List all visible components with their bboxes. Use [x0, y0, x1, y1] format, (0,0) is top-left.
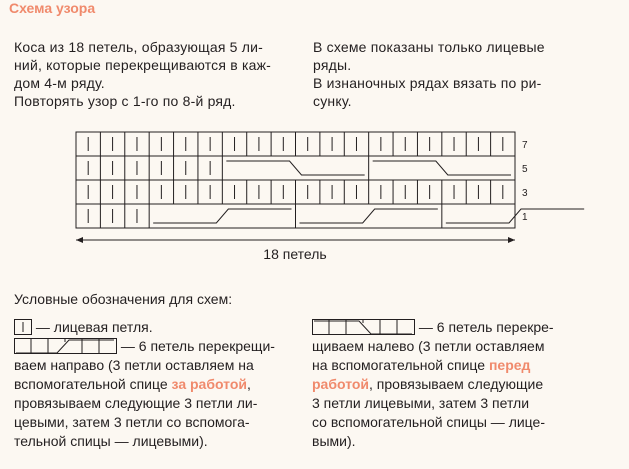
right-cross-desc: тельной спицы — лицевыми). [14, 433, 208, 449]
legend-title: Условные обозначения для схем: [14, 291, 233, 307]
row-label: 1 [522, 212, 528, 223]
right-cross-highlight: за работой [171, 376, 248, 392]
left-cross-desc-red-line2 [312, 375, 602, 394]
legend-left [14, 318, 299, 451]
arrow-right-head [508, 237, 515, 243]
intro-right-line: В изнаночных рядах вязать по ри- [313, 75, 542, 91]
legend-right-cross-row [14, 337, 299, 356]
right-cross-post: , [247, 376, 251, 392]
cable-cross-right [300, 209, 438, 223]
left-cross-post: , провязываем следующие [369, 376, 544, 392]
right-cross-desc: цевыми, затем 3 петли со вспомога- [14, 414, 250, 430]
right-cross-icon [14, 338, 117, 354]
row-label: 7 [522, 140, 528, 151]
intro-right-line: В схеме показаны только лицевые [313, 39, 545, 55]
right-cross-desc: провязываем следующие 3 петли ли- [14, 395, 258, 411]
left-cross-desc: со вспомогательной спицы — лице- [312, 414, 545, 430]
arrow-left-head [76, 237, 83, 243]
left-cross-desc: щиваем налево (3 петли оставляем [312, 338, 545, 354]
intro-left-line: Коса из 18 петель, образующая 5 ли- [14, 39, 264, 55]
chart-grid [76, 132, 584, 228]
cable-cross-right [153, 209, 291, 223]
section-title: Схема узора [9, 0, 96, 16]
knit-stitch-text: — лицевая петля. [35, 319, 153, 335]
left-cross-highlight: перед [488, 357, 531, 373]
left-cross-desc: выми). [312, 433, 356, 449]
left-cross-desc: 3 петли лицевыми, затем 3 петли [312, 395, 530, 411]
cable-cross-left [226, 161, 364, 175]
intro-left-line: Повторять узор с 1-го по 8-й ряд. [14, 93, 236, 109]
legend-knit-row [14, 318, 299, 337]
intro-right-line: сунку. [313, 93, 352, 109]
legend-left-cross-row [312, 318, 602, 337]
legend-right [312, 318, 602, 451]
left-cross-highlight-2: работой [312, 376, 370, 392]
left-cross-text: — 6 петель перекре- [418, 319, 554, 335]
intro-left-line: ний, которые перекрещиваются в каж- [14, 57, 272, 73]
intro-left-line: дом 4-м ряду. [14, 75, 105, 91]
width-label: 18 петель [263, 246, 327, 262]
row-labels [522, 140, 528, 223]
row-label: 3 [522, 188, 528, 199]
right-cross-desc: ваем направо (3 петли оставляем на [14, 357, 254, 373]
intro-right-line: ряды. [313, 57, 352, 73]
left-cross-desc-red-line [312, 356, 602, 375]
right-cross-text: — 6 петель перекрещи- [120, 338, 275, 354]
right-cross-pre: вспомогательной спице [14, 376, 172, 392]
left-cross-pre: на вспомогательной спице [312, 357, 489, 373]
left-cross-icon [312, 319, 415, 335]
cable-cross-left [373, 161, 511, 175]
right-cross-desc-red-line [14, 375, 299, 394]
knit-stitch-icon [14, 319, 32, 335]
row-label: 5 [522, 164, 528, 175]
